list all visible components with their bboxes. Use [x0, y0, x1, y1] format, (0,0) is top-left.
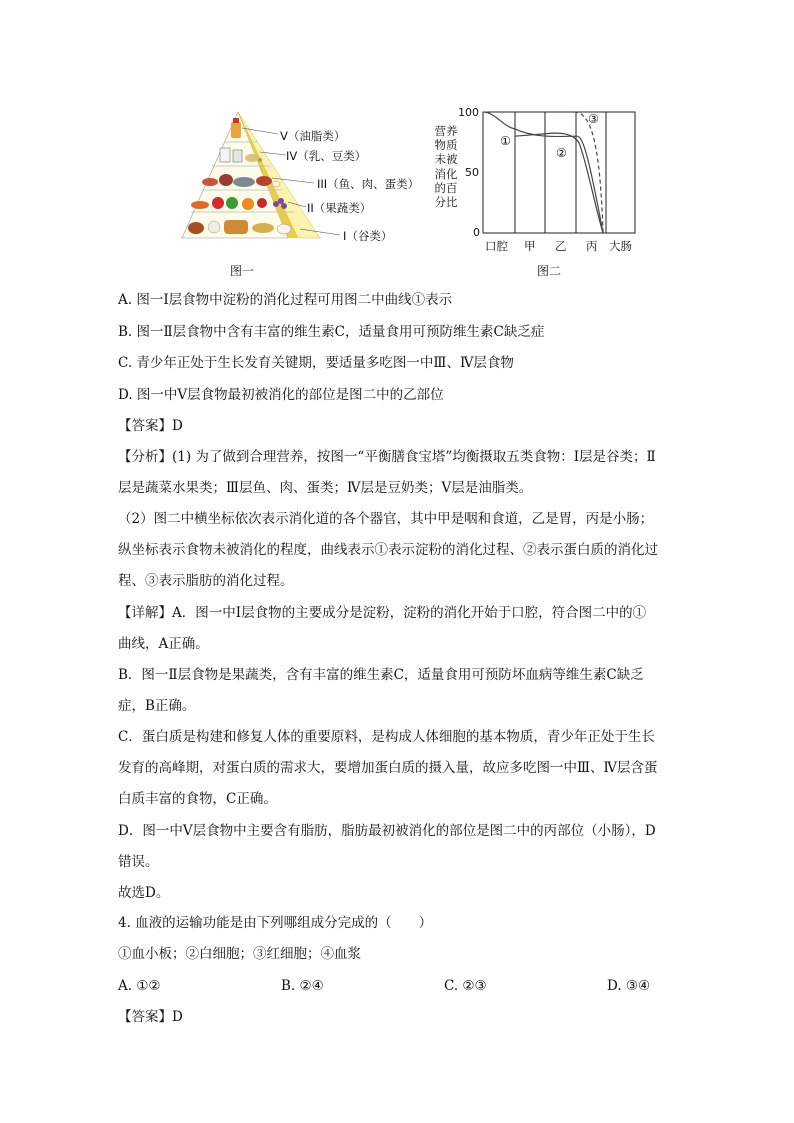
layer-label-iv: IV（乳、豆类） [286, 149, 367, 163]
ylabel-line: 营养 [434, 124, 458, 138]
curve-starch [483, 112, 603, 233]
layer-label-v: V（油脂类） [280, 129, 346, 143]
detail-line: 发育的高峰期，对蛋白质的需求大，要增加蛋白质的摄入量，故应多吃图一中Ⅲ、Ⅳ层含蛋 [118, 760, 658, 776]
q3-option-b: B. 图一Ⅱ层食物中含有丰富的维生素C，适量食用可预防维生素C缺乏症 [118, 324, 545, 340]
detail-line: 【详解】A．图一中Ⅰ层食物的主要成分是淀粉，淀粉的消化开始于口腔，符合图二中的① [118, 605, 647, 621]
ylabel-line: 的百 [434, 180, 458, 195]
q4-option-a: A. ①② [118, 978, 161, 994]
layer-label-ii: II（果蔬类） [307, 201, 372, 215]
detail-line: C．蛋白质是构建和修复人体的重要原料，是构成人体细胞的基本物质，青少年正处于生长 [118, 729, 655, 745]
q4-items: ①血小板；②白细胞；③红细胞；④血浆 [118, 946, 361, 962]
ytick-100: 100 [458, 106, 479, 119]
q4-option-b: B. ②④ [281, 978, 324, 994]
curve-label-2: ② [556, 146, 567, 160]
q4-option-c: C. ②③ [444, 978, 487, 994]
ytick-0: 0 [473, 226, 480, 239]
digestion-chart [483, 112, 635, 233]
xtick-dachang: 大肠 [609, 239, 632, 253]
detail-line: B．图一Ⅱ层食物是果蔬类，含有丰富的维生素C，适量食用可预防坏血病等维生素C缺乏 [118, 667, 644, 683]
detail-line: D．图一中Ⅴ层食物中主要含有脂肪，脂肪最初被消化的部位是图二中的丙部位（小肠），D [118, 823, 656, 839]
xtick-bing: 丙 [586, 239, 598, 253]
layer-label-iii: III（鱼、肉、蛋类） [317, 177, 420, 191]
analysis-line: 程、③表示脂肪的消化过程。 [118, 573, 294, 589]
figure1-caption: 图一 [230, 264, 255, 278]
curve-label-1: ① [500, 134, 511, 148]
q3-option-d: D. 图一中Ⅴ层食物最初被消化的部位是图二中的乙部位 [118, 387, 444, 403]
ytick-50: 50 [465, 166, 479, 179]
q3-option-a: A. 图一Ⅰ层食物中淀粉的消化过程可用图二中曲线①表示 [118, 292, 453, 308]
detail-line: 白质丰富的食物，C正确。 [118, 791, 277, 807]
curve-fat [574, 112, 603, 233]
q4-stem: 4. 血液的运输功能是由下列哪组成分完成的（ ） [118, 915, 433, 931]
detail-line: 曲线，A正确。 [118, 636, 209, 652]
ylabel-line: 物质 [434, 138, 458, 153]
detail-line: 故选D。 [118, 885, 170, 901]
analysis-line: 层是蔬菜水果类；Ⅲ层鱼、肉、蛋类；Ⅳ层是豆奶类；Ⅴ层是油脂类。 [118, 480, 533, 496]
q3-option-c: C. 青少年正处于生长发育关键期，要适量多吃图一中Ⅲ、Ⅳ层食物 [118, 355, 514, 371]
q4-option-d: D. ③④ [607, 978, 651, 994]
digestion-curves [483, 112, 603, 233]
q4-answer: 【答案】D [118, 1009, 183, 1025]
figures [160, 104, 650, 280]
chart-ylabel [434, 124, 458, 209]
figure2-caption: 图二 [537, 264, 562, 278]
detail-line: 错误。 [118, 854, 159, 870]
ylabel-line: 未被 [434, 152, 458, 167]
figures-svg [160, 104, 650, 280]
detail-line: 症，B正确。 [118, 698, 196, 714]
curve-label-3: ③ [588, 112, 599, 126]
xtick-kouqiang: 口腔 [485, 239, 508, 253]
analysis-line: 【分析】(1) 为了做到合理营养，按图一“平衡膳食宝塔”均衡摄取五类食物：Ⅰ层是谷类；Ⅱ [118, 449, 656, 465]
ylabel-line: 分比 [434, 195, 458, 210]
xtick-yi: 乙 [555, 239, 567, 253]
layer-label-i: I（谷类） [343, 229, 393, 243]
xtick-jia: 甲 [524, 239, 536, 253]
analysis-line: 纵坐标表示食物未被消化的程度，曲线表示①表示淀粉的消化过程、②表示蛋白质的消化过 [118, 542, 658, 558]
ylabel-line: 消化 [434, 166, 458, 181]
analysis-line: （2）图二中横坐标依次表示消化道的各个器官，其中甲是咽和食道，乙是胃，丙是小肠； [118, 511, 654, 527]
q3-answer: 【答案】D [118, 418, 183, 434]
